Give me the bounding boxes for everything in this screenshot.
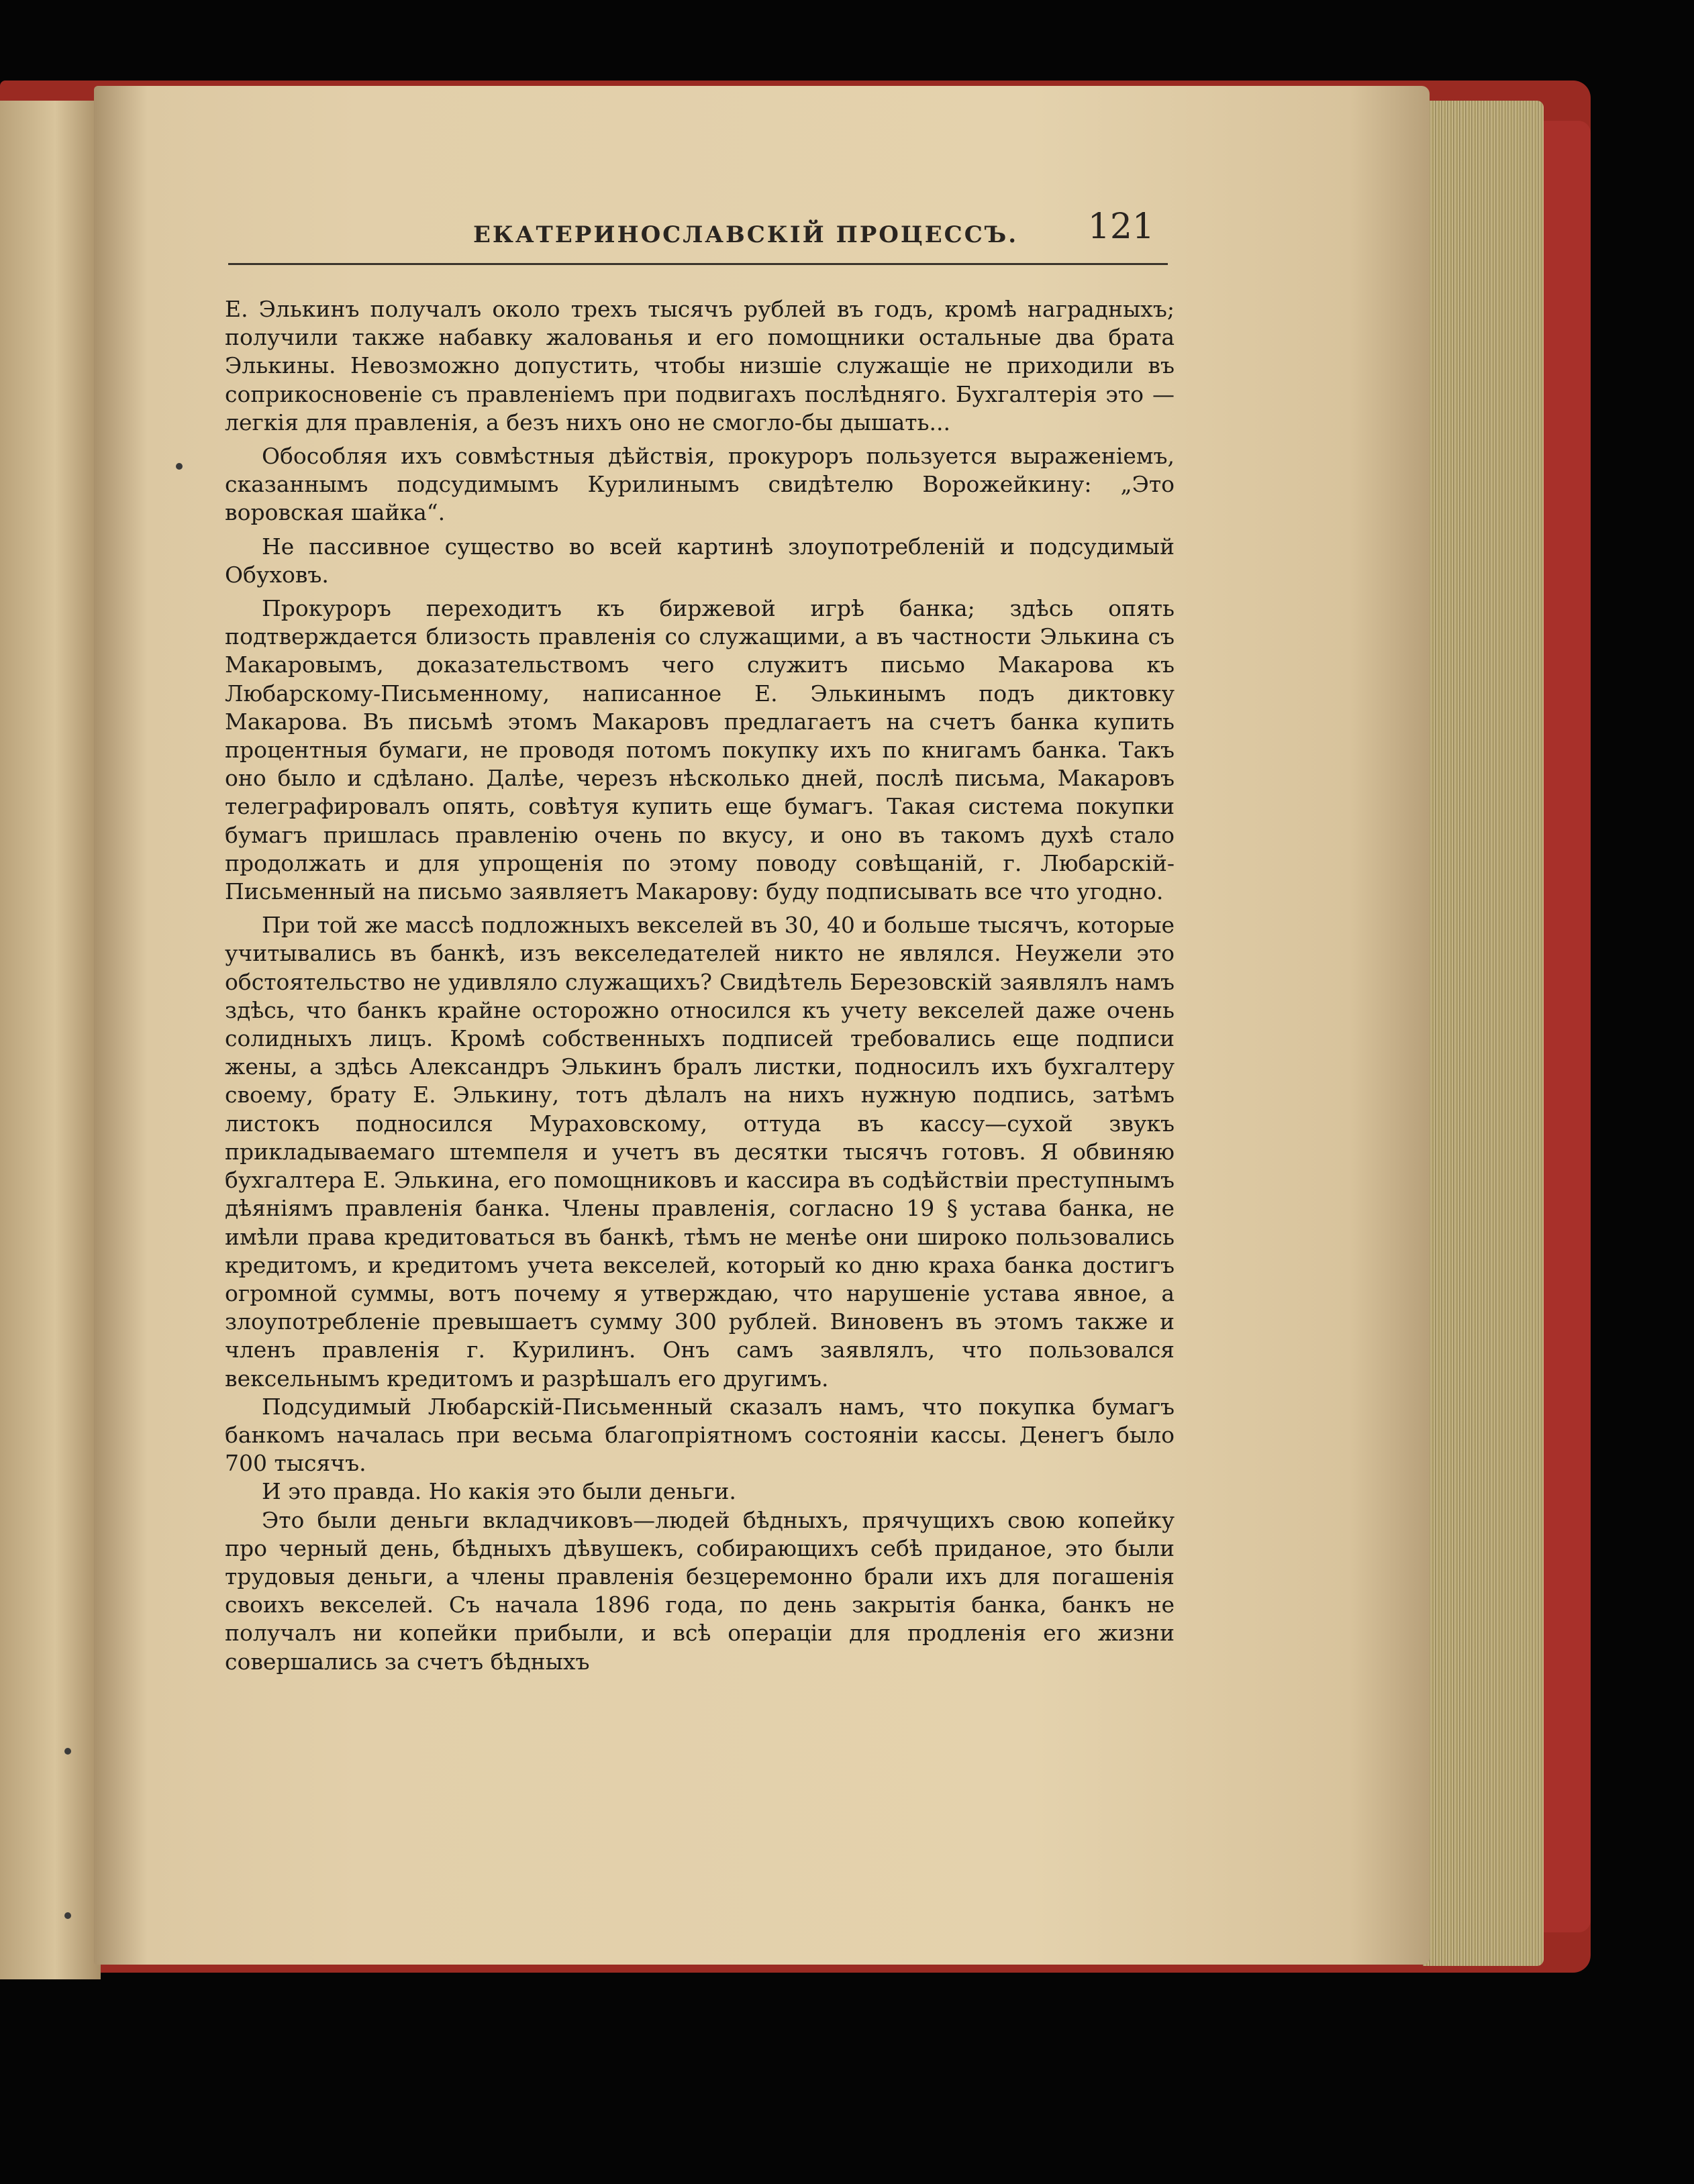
margin-mark <box>64 1912 71 1919</box>
left-facing-page <box>0 101 101 1979</box>
paragraph: Не пассивное существо во всей картинѣ злоупотребленій и подсудимый Обуховъ. <box>225 533 1175 588</box>
page-body <box>225 295 1175 1825</box>
paragraph: Прокуроръ переходитъ къ биржевой игрѣ банка; здѣсь опять подтверждается близость правленія со служащими, а въ частности Элькина съ Макаровымъ, доказательствомъ чего служитъ письмо Макарова къ Любарскому-Письменному, написанное Е. Элькинымъ подъ диктовку Макарова. Въ письмѣ этомъ Макаровъ предлагаетъ на счетъ банка купить процентныя бумаги, не проводя потомъ покупку ихъ по книгамъ банка. Такъ оно было и сдѣлано. Далѣе, черезъ нѣсколько дней, послѣ письма, Макаровъ телеграфировалъ опять, совѣтуя купить еще бумагъ. Такая система покупки бумагъ пришлась правленію очень по вкусу, и оно въ такомъ духѣ стало продолжать и для упрощенія по этому поводу совѣщаній, г. Любарскій-Письменный на письмо заявляетъ Макарову: буду подписывать все что угодно. <box>225 595 1175 905</box>
paragraph: Обособляя ихъ совмѣстныя дѣйствія, прокуроръ пользуется выраженіемъ, сказаннымъ подсудимымъ Курилинымъ свидѣтелю Ворожейкину: „Это воровская шайка“. <box>225 443 1175 526</box>
page-header <box>221 201 1168 262</box>
header-rule <box>228 263 1168 265</box>
page-stack-edge <box>1423 101 1544 1966</box>
paragraph: Е. Элькинъ получалъ около трехъ тысячъ рублей въ годъ, кромѣ наградныхъ; получили также набавку жалованья и его помощники остальные два брата Элькины. Невозможно допустить, чтобы низшіе служащіе не приходили въ соприкосновеніе съ правленіемъ при подвигахъ послѣдняго. Бухгалтерія это — легкія для правленія, а безъ нихъ оно не смогло-бы дышать... <box>225 296 1175 435</box>
margin-mark <box>64 1748 71 1755</box>
paragraph: И это правда. Но какія это были деньги. <box>262 1478 736 1505</box>
page-number: 121 <box>1087 207 1154 247</box>
margin-mark <box>176 463 183 470</box>
paragraph: При той же массѣ подложныхъ векселей въ 30, 40 и больше тысячъ, которые учитывались въ банкѣ, изъ векселедателей никто не являлся. Неужели это обстоятельство не удивляло служащихъ? Свидѣтель Березовскій заявлялъ намъ здѣсь, что банкъ крайне осторожно относился къ учету векселей даже очень солидныхъ лицъ. Кромѣ собственныхъ подписей требовались еще подписи жены, а здѣсь Александръ Элькинъ бралъ листки, подносилъ ихъ бухгалтеру своему, брату Е. Элькину, тотъ дѣлалъ на нихъ нужную подпись, затѣмъ листокъ подносился Мураховскому, оттуда въ кассу—сухой звукъ прикладываемаго штемпеля и учетъ въ десятки тысячъ готовъ. Я обвиняю бухгалтера Е. Элькина, его помощниковъ и кассира въ содѣйствіи преступнымъ дѣяніямъ правленія банка. Члены правленія, согласно 19 § устава банка, не имѣли права кредитоваться въ банкѣ, тѣмъ не менѣе они широко пользовались кредитомъ, и кредитомъ учета векселей, который ко дню краха банка достигъ огромной суммы, вотъ почему я утверждаю, что нарушеніе устава явное, а злоупотребленіе превышаетъ сумму 300 рублей. Виновенъ въ этомъ также и членъ правленія г. Курилинъ. Онъ самъ заявлялъ, что пользовался вексельнымъ кредитомъ и разрѣшалъ его другимъ. <box>225 912 1175 1392</box>
paragraph: Это были деньги вкладчиковъ—людей бѣдныхъ, прячущихъ свою копейку про черный день, бѣдныхъ дѣвушекъ, собирающихъ себѣ приданое, это были трудовыя деньги, а члены правленія безцеремонно брали ихъ для погашенія своихъ векселей. Съ начала 1896 года, по день закрытія банка, банкъ не получалъ ни копейки прибыли, и всѣ операціи для продленія его жизни совершались за счетъ бѣдныхъ <box>225 1506 1175 1675</box>
running-title: ЕКАТЕРИНОСЛАВСКІЙ ПРОЦЕССЪ. <box>473 221 1019 248</box>
paragraph: Подсудимый Любарскій-Письменный сказалъ намъ, что покупка бумагъ банкомъ началась при весьма благопріятномъ состояніи кассы. Денегъ было 700 тысячъ. <box>225 1393 1175 1477</box>
